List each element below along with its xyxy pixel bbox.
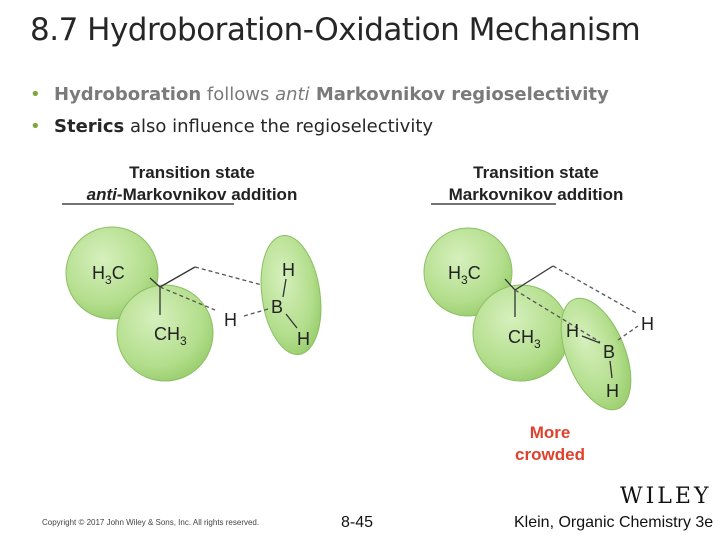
transition-state-diagram — [0, 150, 720, 480]
ch3-label: $CH_3$ — [154, 324, 187, 348]
publisher-logo: WILEY — [620, 484, 712, 509]
slide-number: 8-45 — [341, 514, 374, 531]
ch3-label: $CH_3$ — [508, 327, 541, 351]
borane-sphere — [254, 232, 328, 359]
hydrogen-label: H — [282, 260, 295, 280]
bond-line — [160, 267, 195, 287]
partial-bond — [195, 267, 262, 285]
bullet-text — [54, 116, 433, 137]
slide-title: 8.7 Hydroboration-Oxidation Mechanism — [30, 12, 641, 48]
boron-label: B — [603, 342, 616, 362]
hydrogen-label: H — [566, 321, 579, 341]
hydrogen-label: H — [297, 329, 310, 349]
bullet-dot: • — [30, 84, 41, 105]
right-transition-state — [424, 163, 654, 464]
bullet-italic-term: anti — [275, 84, 310, 105]
bullet-dot: • — [30, 116, 41, 137]
bullet-bold-term: Sterics — [54, 116, 125, 137]
hydrogen-label: H — [641, 314, 654, 334]
more-crowded-callout: crowded — [515, 445, 585, 464]
left-transition-state — [62, 163, 328, 381]
bullet-bold-term: Hydroboration — [54, 84, 202, 105]
book-reference: Klein, Organic Chemistry 3e — [514, 514, 714, 531]
hydrogen-label: H — [224, 310, 237, 330]
right-heading-line1: Transition state — [473, 163, 599, 182]
boron-label: B — [271, 297, 284, 317]
left-heading-line1: Transition state — [129, 163, 255, 182]
right-heading-line2: Markovnikov addition — [448, 185, 624, 204]
left-heading-line2: anti-Markovnikov addition — [86, 185, 298, 204]
bullet-bold-term: Markovnikov regioselectivity — [309, 84, 609, 105]
bullet-text-part: also influence the regioselectivity — [124, 116, 434, 137]
bullet-text — [54, 84, 609, 105]
more-crowded-callout: More — [529, 423, 571, 442]
copyright-notice: Copyright © 2017 John Wiley & Sons, Inc. All rights reserved. — [42, 518, 260, 527]
methyl-label: $H_3C$ — [92, 263, 125, 287]
hydrogen-label: H — [606, 381, 619, 401]
bullet-text-part: follows — [201, 84, 276, 105]
partial-bond — [618, 326, 638, 340]
methyl-label: $H_3C$ — [448, 263, 481, 287]
